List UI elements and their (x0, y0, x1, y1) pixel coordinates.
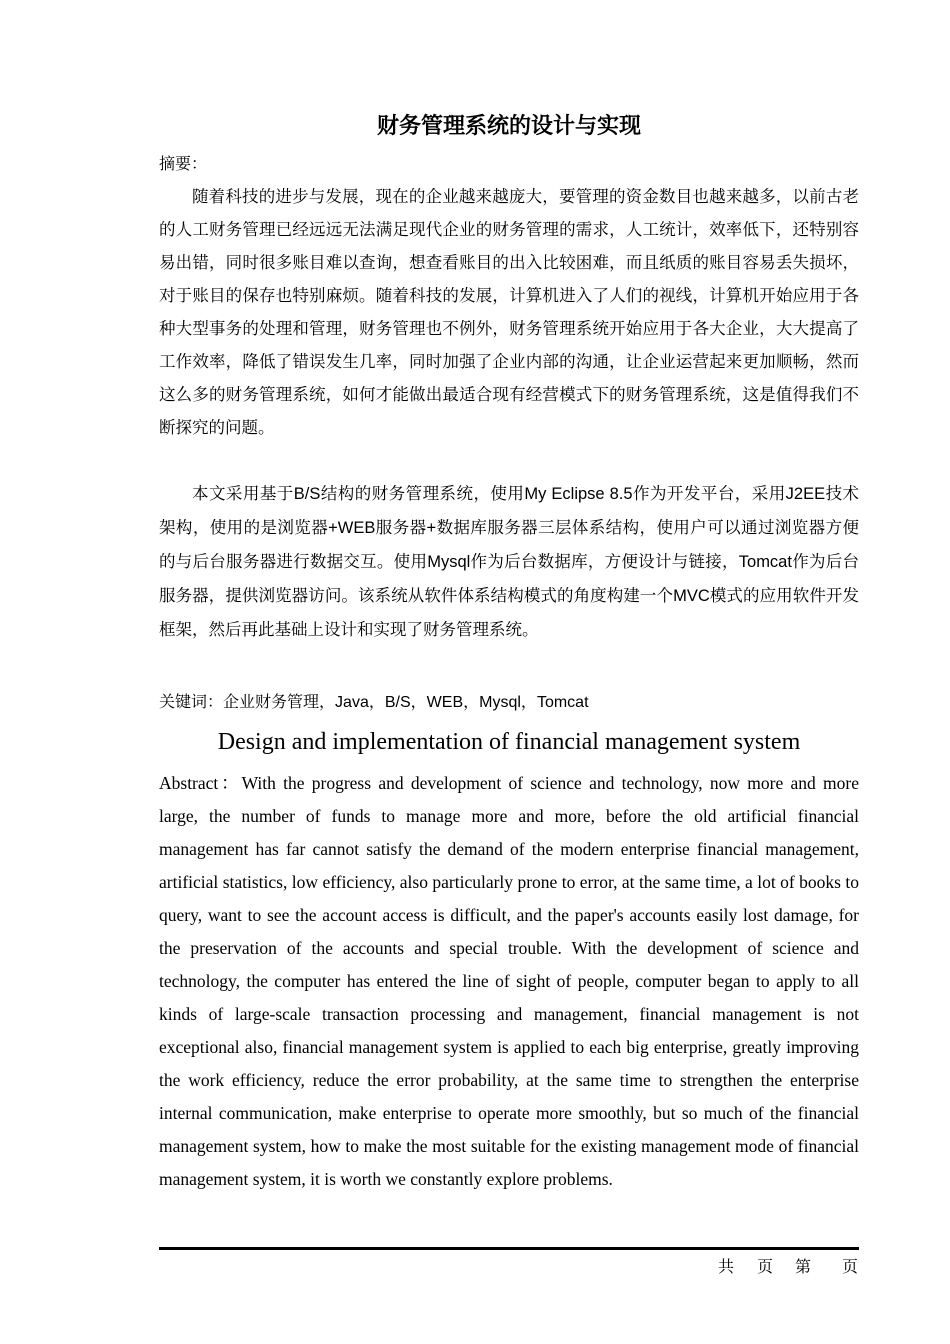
abstract-paragraph-2-cn: 本文采用基于B/S结构的财务管理系统，使用My Eclipse 8.5作为开发平台，采用J2EE技术架构，使用的是浏览器+WEB服务器+数据库服务器三层体系结构，使用户可以通过浏览器方便的与后台服务器进行数据交互。使用Mysql作为后台数据库，方便设计与链接，Tomcat作为后台服务器，提供浏览器访问。该系统从软件体系结构模式的角度构建一个MVC模式的应用软件开发框架，然后再此基础上设计和实现了财务管理系统。 (159, 484, 860, 639)
keywords-line-cn: 关键词：企业财务管理，Java，B/S，WEB，Mysql，Tomcat (159, 692, 589, 711)
footer-total-label: 共 (718, 1257, 735, 1276)
chinese-title: 财务管理系统的设计与实现 (376, 113, 641, 139)
english-title: Design and implementation of financial management system (217, 729, 801, 755)
abstract-paragraph-1-cn: 随着科技的进步与发展，现在的企业越来越庞大，要管理的资金数目也越来越多，以前古老的人工财务管理已经远远无法满足现代企业的财务管理的需求，人工统计，效率低下，还特别容易出错，同时很多账目难以查询，想查看账目的出入比较困难，而且纸质的账目容易丢失损坏，对于账目的保存也特别麻烦。随着科技的发展，计算机进入了人们的视线，计算机开始应用于各种大型事务的处理和管理，财务管理也不例外，财务管理系统开始应用于各大企业，大大提高了工作效率，降低了错误发生几率，同时加强了企业内部的沟通，让企业运营起来更加顺畅，然而这么多的财务管理系统，如何才能做出最适合现有经营模式下的财务管理系统，这是值得我们不断探究的问题。 (159, 187, 859, 437)
abstract-label-en: Abstract： (159, 773, 242, 793)
footer-divider (159, 1247, 859, 1250)
footer-pages-label: 页 (757, 1257, 774, 1276)
abstract-label-cn: 摘要： (159, 154, 208, 173)
abstract-body-en: With the progress and development of science and technology, now more and more large, the number of funds to manage more and more, before the old artificial financial management has far cannot satisfy the demand of the modern enterprise financial management, artificial statistics, low efficiency, also particularly prone to error, at the same time, a lot of books to query, want to see the account access is difficult, and the paper's accounts easily lost damage, for the preservation of the accounts and special trouble. With the development of science and technology, the computer has entered the line of sight of people, computer began to apply to all kinds of large-scale transaction processing and management, financial management is not exceptional also, financial management system is applied to each big enterprise, greatly improving the work efficiency, reduce the error probability, at the same time to strengthen the enterprise internal communication, make enterprise to operate more smoothly, but so much of the financial management system, how to make the most suitable for the existing management mode of financial management system, it is worth we constantly explore problems. (159, 773, 859, 1189)
keywords-label-cn: 关键词： (159, 692, 224, 711)
footer-page-label: 第 (795, 1257, 812, 1276)
footer-page-suffix: 页 (842, 1257, 859, 1276)
abstract-paragraph-en (159, 767, 859, 1196)
